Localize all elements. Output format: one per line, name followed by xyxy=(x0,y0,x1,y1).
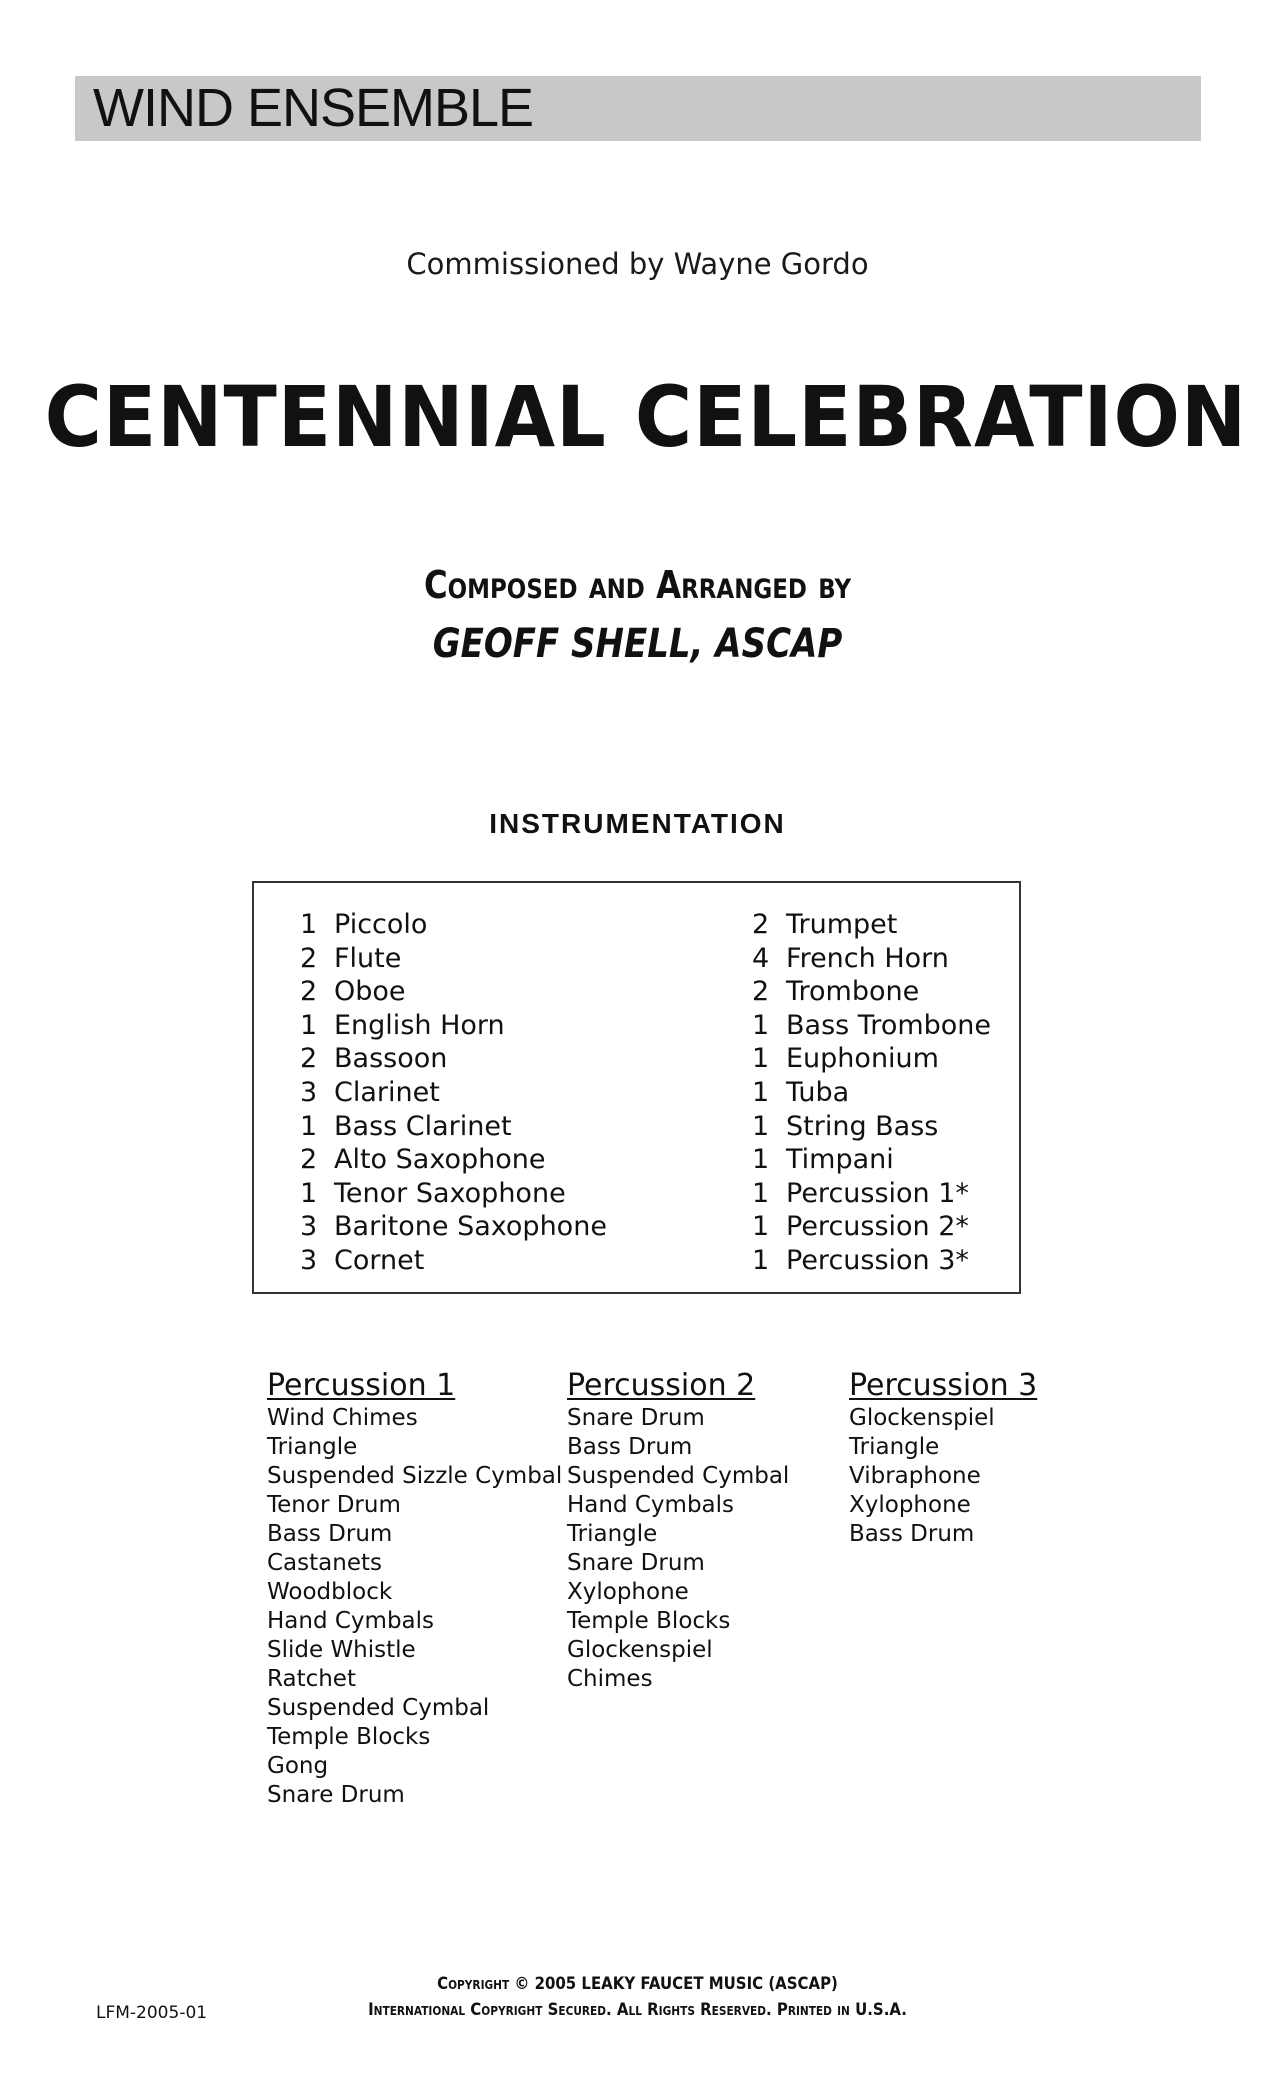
instrument-name: Tenor Saxophone xyxy=(334,1177,566,1209)
percussion-heading: Percussion 3 xyxy=(849,1368,1038,1403)
instrument-name: Bass Clarinet xyxy=(334,1110,512,1142)
percussion-heading: Percussion 1 xyxy=(267,1368,456,1403)
percussion-instrument: Gong xyxy=(267,1753,329,1779)
instrument-name: Clarinet xyxy=(334,1076,440,1108)
instrument-name: Tuba xyxy=(786,1076,850,1108)
instrument-quantity: 1 xyxy=(752,1009,770,1041)
percussion-instrument: Bass Drum xyxy=(267,1521,393,1547)
instrument-quantity: 2 xyxy=(300,1144,318,1176)
instrument-quantity: 1 xyxy=(752,1076,770,1108)
instrument-row xyxy=(752,1076,991,1110)
instrument-row xyxy=(752,975,991,1009)
instrument-row xyxy=(752,1244,991,1278)
instrument-quantity: 3 xyxy=(300,1076,318,1108)
percussion-instrument: Suspended Cymbal xyxy=(567,1463,790,1489)
instrument-name: Bassoon xyxy=(334,1043,448,1075)
instrumentation-left-column xyxy=(300,908,607,1278)
instrument-name: English Horn xyxy=(334,1009,505,1041)
commission-line: Commissioned by Wayne Gordo xyxy=(406,247,869,281)
instrument-row xyxy=(752,1042,991,1076)
instrument-row xyxy=(300,942,607,976)
instrument-row xyxy=(752,1110,991,1144)
instrumentation-box xyxy=(252,881,1021,1294)
instrument-quantity: 1 xyxy=(300,1009,318,1041)
percussion-instrument: Triangle xyxy=(567,1521,658,1547)
instrument-name: Baritone Saxophone xyxy=(334,1211,607,1243)
instrument-name: Percussion 3* xyxy=(786,1244,969,1276)
copyright-line-2: International Copyright Secured. All Rights Reserved. Printed in U.S.A. xyxy=(368,2000,907,2020)
percussion-2-column xyxy=(567,1368,789,1694)
instrument-quantity: 4 xyxy=(752,942,770,974)
instrument-name: Flute xyxy=(334,942,402,974)
percussion-1-column xyxy=(267,1368,562,1810)
percussion-instrument: Vibraphone xyxy=(849,1463,981,1489)
instrument-quantity: 1 xyxy=(752,1110,770,1142)
percussion-instrument: Xylophone xyxy=(567,1579,689,1605)
instrument-name: Piccolo xyxy=(334,909,428,940)
instrument-row xyxy=(300,1009,607,1043)
instrument-quantity: 3 xyxy=(300,1244,318,1276)
instrument-quantity: 2 xyxy=(300,942,318,974)
percussion-heading: Percussion 2 xyxy=(567,1368,756,1403)
percussion-instrument: Triangle xyxy=(849,1434,940,1460)
percussion-instrument: Woodblock xyxy=(267,1579,393,1605)
percussion-instrument: Bass Drum xyxy=(849,1521,975,1547)
instrument-row xyxy=(300,975,607,1009)
instrumentation-heading: INSTRUMENTATION xyxy=(489,808,786,839)
instrument-row xyxy=(752,1177,991,1211)
instrument-quantity: 1 xyxy=(752,1043,770,1075)
percussion-instrument: Chimes xyxy=(567,1666,653,1692)
instrument-quantity: 1 xyxy=(300,909,318,940)
instrument-row xyxy=(300,1210,607,1244)
instrument-name: Alto Saxophone xyxy=(334,1144,546,1176)
instrument-row xyxy=(300,1177,607,1211)
instrument-row xyxy=(300,1042,607,1076)
percussion-instrument: Suspended Cymbal xyxy=(267,1695,490,1721)
copyright-line-1: Copyright © 2005 LEAKY FAUCET MUSIC (ASCAP) xyxy=(437,1974,838,1994)
instrument-name: Trumpet xyxy=(786,909,898,940)
instrument-quantity: 1 xyxy=(752,1144,770,1176)
instrument-quantity: 1 xyxy=(752,1211,770,1243)
instrument-quantity: 2 xyxy=(300,976,318,1008)
instrument-name: Euphonium xyxy=(786,1043,939,1075)
instrument-name: Bass Trombone xyxy=(786,1009,992,1041)
percussion-instrument: Snare Drum xyxy=(567,1405,705,1431)
instrument-row xyxy=(752,942,991,976)
instrument-quantity: 1 xyxy=(752,1244,770,1276)
copyright-notice xyxy=(77,1971,1199,2023)
instrument-row xyxy=(752,1210,991,1244)
percussion-instrument: Snare Drum xyxy=(267,1782,405,1808)
percussion-3-column xyxy=(849,1368,1037,1549)
instrument-quantity: 2 xyxy=(752,976,770,1008)
page-title: CENTENNIAL CELEBRATION xyxy=(44,368,1248,466)
instrument-quantity: 1 xyxy=(300,1110,318,1142)
percussion-instrument: Temple Blocks xyxy=(567,1608,731,1634)
percussion-instrument: Snare Drum xyxy=(567,1550,705,1576)
instrument-quantity: 2 xyxy=(752,909,770,940)
percussion-instrument: Wind Chimes xyxy=(267,1405,418,1431)
composer-name: GEOFF SHELL, ASCAP xyxy=(432,621,843,667)
instrument-name: Trombone xyxy=(786,976,920,1008)
header-title: WIND ENSEMBLE xyxy=(93,78,534,138)
instrument-row xyxy=(300,1143,607,1177)
percussion-instrument: Glockenspiel xyxy=(567,1637,713,1663)
instrument-quantity: 1 xyxy=(300,1177,318,1209)
instrument-name: Percussion 2* xyxy=(786,1211,969,1243)
percussion-instrument: Castanets xyxy=(267,1550,382,1576)
instrument-name: French Horn xyxy=(786,942,949,974)
instrument-name: Timpani xyxy=(786,1144,894,1176)
catalog-code: LFM-2005-01 xyxy=(96,2003,208,2023)
instrument-row xyxy=(300,908,607,942)
instrument-name: Percussion 1* xyxy=(786,1177,969,1209)
header-bar xyxy=(75,76,1201,141)
percussion-instrument: Hand Cymbals xyxy=(267,1608,435,1634)
percussion-instrument: Glockenspiel xyxy=(849,1405,995,1431)
instrument-row xyxy=(300,1076,607,1110)
instrument-name: String Bass xyxy=(786,1110,939,1142)
percussion-instrument: Triangle xyxy=(267,1434,358,1460)
instrument-name: Cornet xyxy=(334,1244,425,1276)
percussion-instrument: Suspended Sizzle Cymbal xyxy=(267,1463,563,1489)
composed-by-line: Composed and Arranged by xyxy=(423,563,852,607)
percussion-instrument: Ratchet xyxy=(267,1666,356,1692)
instrument-quantity: 3 xyxy=(300,1211,318,1243)
instrument-row xyxy=(300,1110,607,1144)
percussion-instrument: Xylophone xyxy=(849,1492,971,1518)
percussion-instrument: Bass Drum xyxy=(567,1434,693,1460)
percussion-instrument: Temple Blocks xyxy=(267,1724,431,1750)
instrument-quantity: 1 xyxy=(752,1177,770,1209)
instrument-row xyxy=(752,1009,991,1043)
instrument-row xyxy=(752,1143,991,1177)
instrument-row xyxy=(300,1244,607,1278)
percussion-instrument: Hand Cymbals xyxy=(567,1492,735,1518)
instrument-quantity: 2 xyxy=(300,1043,318,1075)
percussion-instrument: Tenor Drum xyxy=(267,1492,401,1518)
instrument-name: Oboe xyxy=(334,976,406,1008)
instrumentation-right-column xyxy=(752,908,991,1278)
instrument-row xyxy=(752,908,991,942)
percussion-instrument: Slide Whistle xyxy=(267,1637,416,1663)
